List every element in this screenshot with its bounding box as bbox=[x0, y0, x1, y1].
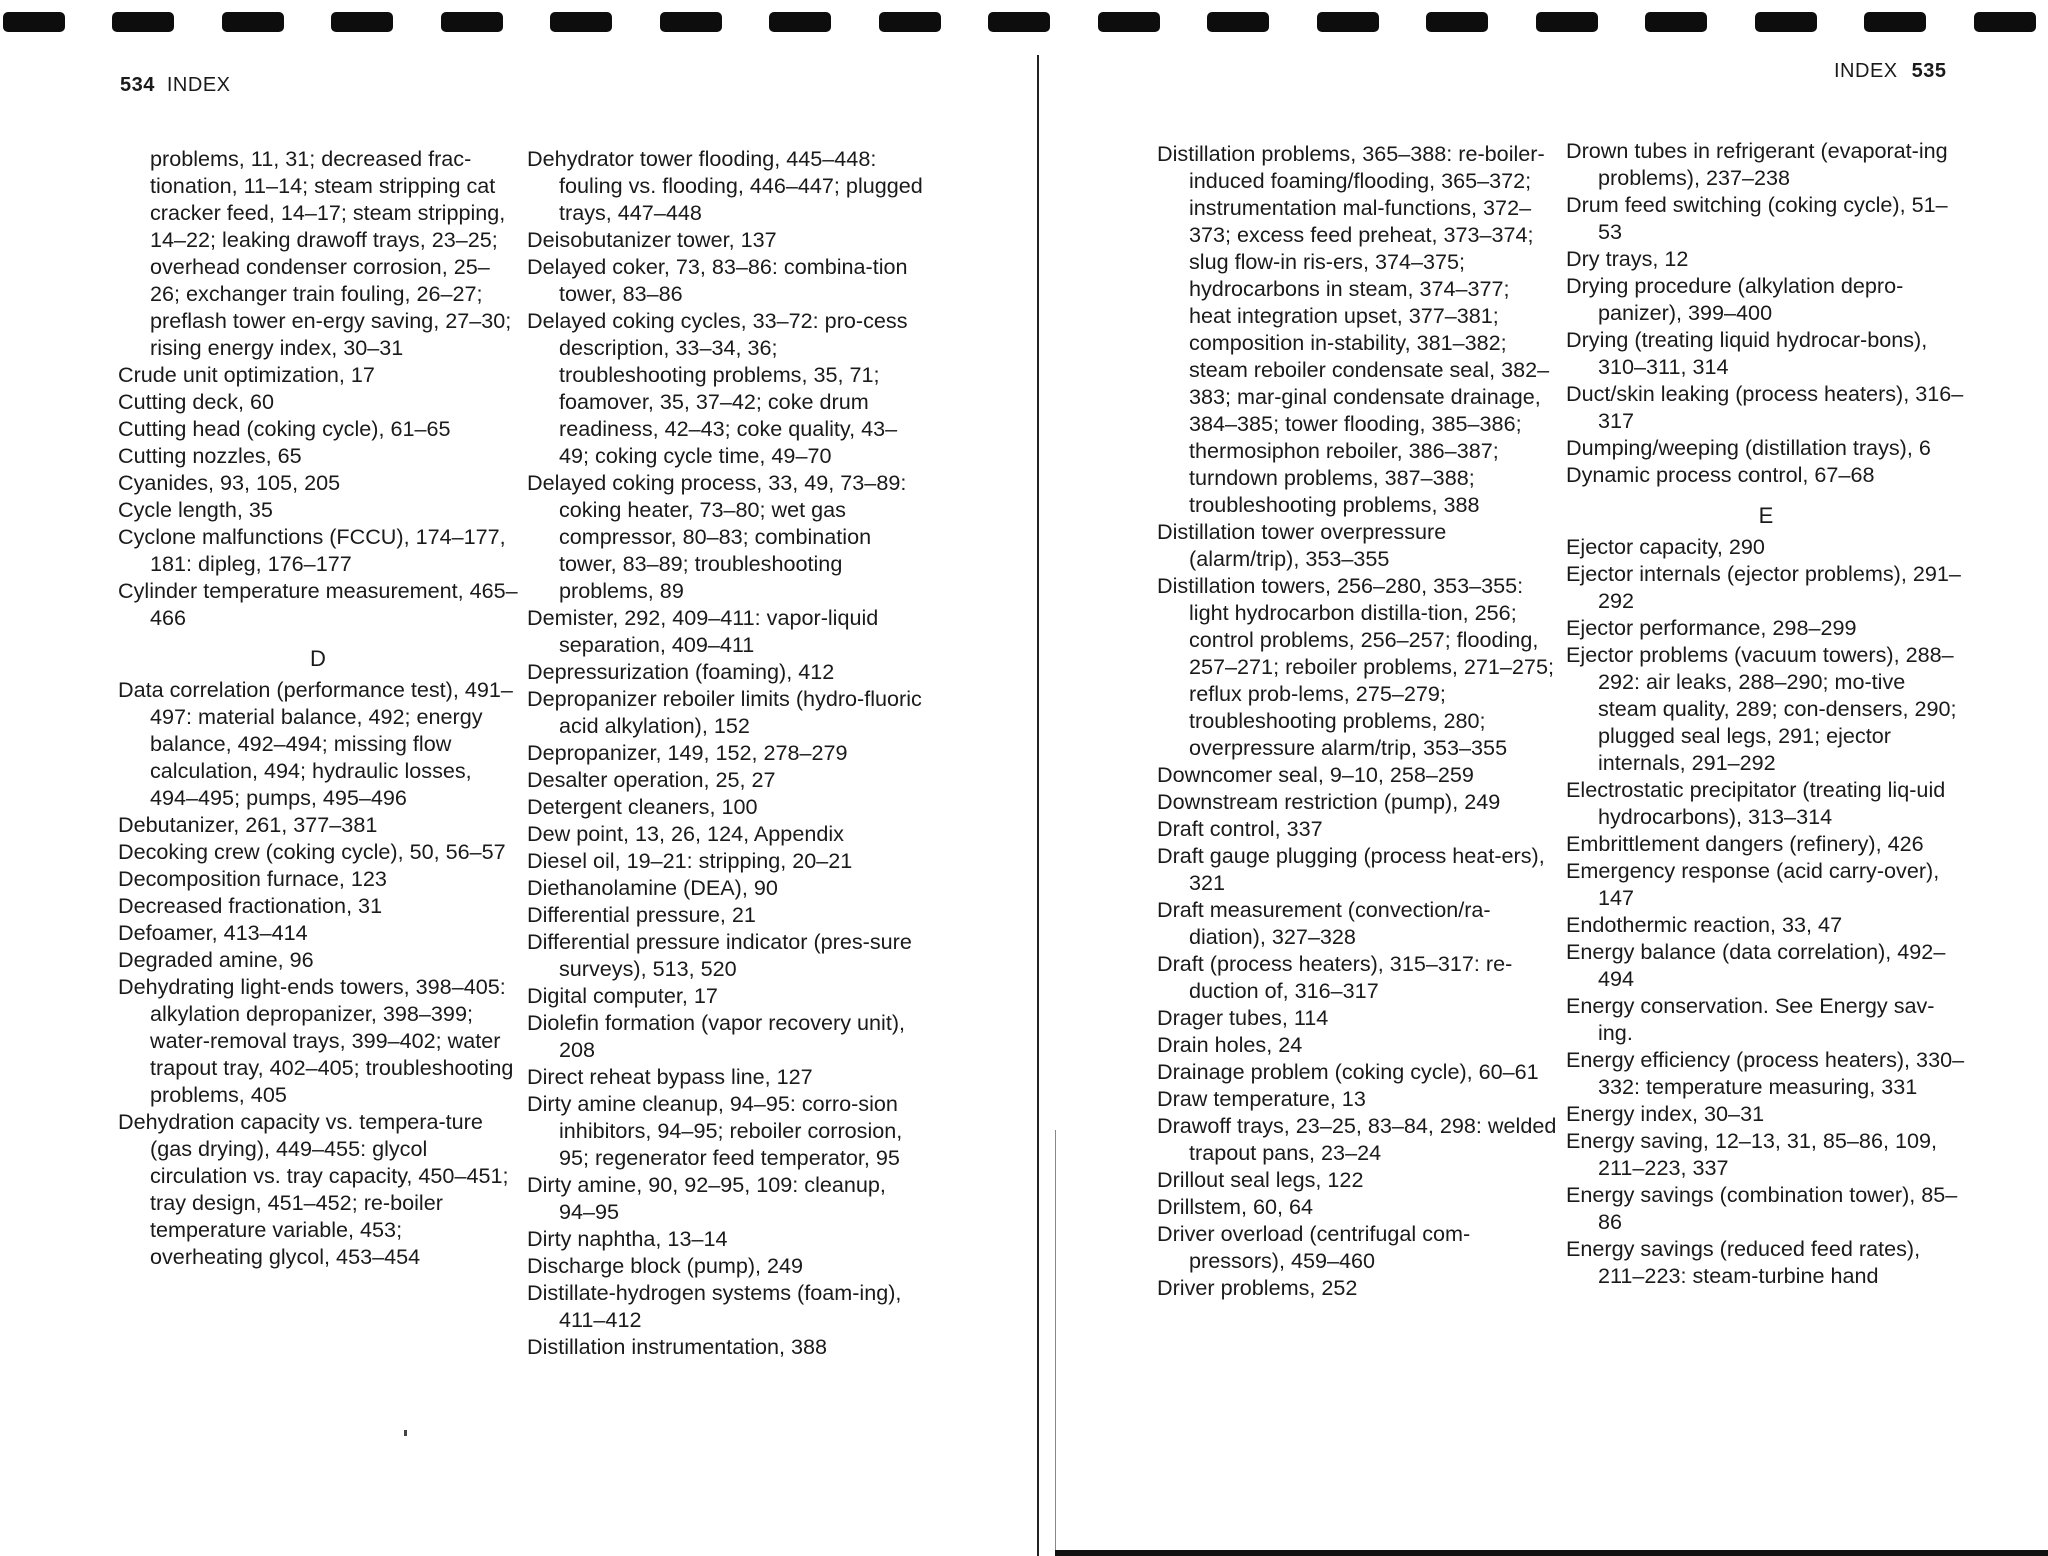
left-running-head: INDEX bbox=[166, 74, 231, 96]
index-entry: Decoking crew (coking cycle), 50, 56–57 bbox=[118, 839, 506, 864]
index-entry: Differential pressure indicator (pres-sure surveys), 513, 520 bbox=[527, 929, 912, 981]
index-entry: Duct/skin leaking (process heaters), 316–317 bbox=[1566, 381, 1964, 433]
index-entry: Desalter operation, 25, 27 bbox=[527, 767, 776, 792]
index-entry: Draft (process heaters), 315–317: re-duction of, 316–317 bbox=[1157, 951, 1513, 1003]
index-entry: Drillout seal legs, 122 bbox=[1157, 1167, 1364, 1192]
index-entry: Ejector performance, 298–299 bbox=[1566, 615, 1857, 640]
index-entry: Cycle length, 35 bbox=[118, 497, 273, 522]
index-entry: Cutting head (coking cycle), 61–65 bbox=[118, 416, 451, 441]
index-entry: Distillation problems, 365–388: re-boiler-induced foaming/flooding, 365–372; instrumentation mal-functions, 372–373; excess feed preheat, 373–374; slug flow-in ris-ers, 374–375; hydrocarbons in steam, 374–377; heat integration upset, 377–381; composition in-stability, 381–382; steam reboiler condensate seal, 382–383; mar-ginal condensate drainage, 384–385; tower flooding, 385–386; thermosiphon reboiler, 386–387; turndown problems, 387–388; troubleshooting problems, 388 bbox=[1157, 141, 1550, 517]
punch-hole bbox=[1317, 12, 1379, 32]
left-page-number: 534 bbox=[120, 74, 155, 96]
index-column-2 bbox=[527, 145, 927, 1360]
index-entry: Delayed coker, 73, 83–86: combina-tion tower, 83–86 bbox=[527, 254, 908, 306]
index-entry: Cyclone malfunctions (FCCU), 174–177, 181: dipleg, 176–177 bbox=[118, 524, 506, 576]
index-entry: Depressurization (foaming), 412 bbox=[527, 659, 835, 684]
index-entry: Energy savings (combination tower), 85–86 bbox=[1566, 1182, 1958, 1234]
index-entry: Draft measurement (convection/ra-diation), 327–328 bbox=[1157, 897, 1491, 949]
index-entry: Energy saving, 12–13, 31, 85–86, 109, 211–223, 337 bbox=[1566, 1128, 1937, 1180]
index-column-3 bbox=[1157, 140, 1557, 1301]
index-section-letter: E bbox=[1758, 503, 1774, 528]
punch-hole bbox=[550, 12, 612, 32]
index-entry: problems, 11, 31; decreased frac-tionation, 11–14; steam stripping cat cracker feed, 14–17; steam stripping, 14–22; leaking drawoff trays, 23–25; overhead condenser corrosion, 25–26; exchanger train fouling, 26–27; preflash tower en-ergy saving, 27–30; rising energy index, 30–31 bbox=[150, 146, 512, 360]
index-entry: Drum feed switching (coking cycle), 51–53 bbox=[1566, 192, 1948, 244]
punch-hole bbox=[879, 12, 941, 32]
index-entry: Digital computer, 17 bbox=[527, 983, 718, 1008]
index-entry: Energy index, 30–31 bbox=[1566, 1101, 1765, 1126]
index-entry: Distillation instrumentation, 388 bbox=[527, 1334, 828, 1359]
index-entry: Cutting deck, 60 bbox=[118, 389, 275, 414]
index-entry: Energy conservation. See Energy sav-ing. bbox=[1566, 993, 1935, 1045]
index-entry: Detergent cleaners, 100 bbox=[527, 794, 758, 819]
index-entry: Drying procedure (alkylation depro-panizer), 399–400 bbox=[1566, 273, 1904, 325]
index-entry: Deisobutanizer tower, 137 bbox=[527, 227, 777, 252]
index-entry: Degraded amine, 96 bbox=[118, 947, 314, 972]
index-entry: Drager tubes, 114 bbox=[1157, 1005, 1329, 1030]
binder-punch-strip bbox=[0, 0, 2048, 34]
index-entry: Defoamer, 413–414 bbox=[118, 920, 308, 945]
punch-hole bbox=[3, 12, 65, 32]
index-column-1 bbox=[118, 145, 518, 1270]
index-entry: Direct reheat bypass line, 127 bbox=[527, 1064, 813, 1089]
index-entry: Depropanizer reboiler limits (hydro-fluoric acid alkylation), 152 bbox=[527, 686, 922, 738]
index-entry: Ejector problems (vacuum towers), 288–292: air leaks, 288–290; mo-tive steam quality, 289; con-densers, 290; plugged seal legs, 291; ejector internals, 291–292 bbox=[1566, 642, 1957, 775]
index-entry: Driver problems, 252 bbox=[1157, 1275, 1358, 1300]
punch-hole bbox=[1864, 12, 1926, 32]
index-entry: Draft gauge plugging (process heat-ers), 321 bbox=[1157, 843, 1545, 895]
index-entry: Cylinder temperature measurement, 465–466 bbox=[118, 578, 518, 630]
index-entry: Delayed coking process, 33, 49, 73–89: coking heater, 73–80; wet gas compressor, 80–83; combination tower, 83–89; troubleshooting problems, 89 bbox=[527, 470, 907, 603]
punch-hole bbox=[1974, 12, 2036, 32]
punch-hole bbox=[222, 12, 284, 32]
punch-hole bbox=[1536, 12, 1598, 32]
index-entry: Distillation tower overpressure (alarm/trip), 353–355 bbox=[1157, 519, 1447, 571]
index-entry: Cutting nozzles, 65 bbox=[118, 443, 302, 468]
bottom-page-edge bbox=[1055, 1550, 2048, 1556]
index-entry: Embrittlement dangers (refinery), 426 bbox=[1566, 831, 1924, 856]
index-entry: Ejector capacity, 290 bbox=[1566, 534, 1765, 559]
left-page-header bbox=[120, 74, 231, 97]
punch-hole bbox=[1426, 12, 1488, 32]
right-page-header bbox=[1834, 60, 1947, 83]
index-entry: Dynamic process control, 67–68 bbox=[1566, 462, 1875, 487]
index-entry: Dirty amine, 90, 92–95, 109: cleanup, 94–95 bbox=[527, 1172, 886, 1224]
index-entry: Decomposition furnace, 123 bbox=[118, 866, 387, 891]
index-entry: Distillation towers, 256–280, 353–355: light hydrocarbon distilla-tion, 256; control problems, 256–257; flooding, 257–271; reboiler problems, 271–275; reflux prob-lems, 275–279; troubleshooting problems, 280; overpressure alarm/trip, 353–355 bbox=[1157, 573, 1554, 760]
index-entry: Dirty naphtha, 13–14 bbox=[527, 1226, 728, 1251]
index-entry: Drying (treating liquid hydrocar-bons), 310–311, 314 bbox=[1566, 327, 1928, 379]
index-entry: Draft control, 337 bbox=[1157, 816, 1323, 841]
index-entry: Energy efficiency (process heaters), 330–332: temperature measuring, 331 bbox=[1566, 1047, 1965, 1099]
punch-hole bbox=[112, 12, 174, 32]
index-column-4 bbox=[1566, 137, 1966, 1289]
punch-hole bbox=[769, 12, 831, 32]
index-entry: Dew point, 13, 26, 124, Appendix bbox=[527, 821, 844, 846]
punch-hole bbox=[988, 12, 1050, 32]
index-entry: Dehydrator tower flooding, 445–448: fouling vs. flooding, 446–447; plugged trays, 447–448 bbox=[527, 146, 923, 225]
index-entry: Ejector internals (ejector problems), 291–292 bbox=[1566, 561, 1961, 613]
index-entry: Draw temperature, 13 bbox=[1157, 1086, 1366, 1111]
index-entry: Emergency response (acid carry-over), 147 bbox=[1566, 858, 1940, 910]
punch-hole bbox=[1755, 12, 1817, 32]
index-entry: Dumping/weeping (distillation trays), 6 bbox=[1566, 435, 1931, 460]
right-running-head: INDEX bbox=[1834, 60, 1898, 82]
index-entry: Dirty amine cleanup, 94–95: corro-sion inhibitors, 94–95; reboiler corrosion, 95; regenerator feed temperator, 95 bbox=[527, 1091, 903, 1170]
index-entry: Depropanizer, 149, 152, 278–279 bbox=[527, 740, 848, 765]
index-entry: Diesel oil, 19–21: stripping, 20–21 bbox=[527, 848, 853, 873]
index-entry: Electrostatic precipitator (treating liq-uid hydrocarbons), 313–314 bbox=[1566, 777, 1946, 829]
index-entry: Downstream restriction (pump), 249 bbox=[1157, 789, 1501, 814]
punch-hole bbox=[331, 12, 393, 32]
punch-hole bbox=[1645, 12, 1707, 32]
page-edge-line bbox=[1055, 1130, 1056, 1556]
punch-hole bbox=[1098, 12, 1160, 32]
index-entry: Distillate-hydrogen systems (foam-ing), 411–412 bbox=[527, 1280, 902, 1332]
index-entry: Discharge block (pump), 249 bbox=[527, 1253, 804, 1278]
index-entry: Diethanolamine (DEA), 90 bbox=[527, 875, 778, 900]
index-entry: Demister, 292, 409–411: vapor-liquid separation, 409–411 bbox=[527, 605, 879, 657]
index-section-letter: D bbox=[310, 646, 326, 671]
index-entry: Dehydration capacity vs. tempera-ture (gas drying), 449–455: glycol circulation vs. tray capacity, 450–451; tray design, 451–452; re-boiler temperature variable, 453; overheating glycol, 453–454 bbox=[118, 1109, 509, 1269]
index-entry: Drainage problem (coking cycle), 60–61 bbox=[1157, 1059, 1539, 1084]
index-entry: Downcomer seal, 9–10, 258–259 bbox=[1157, 762, 1474, 787]
index-entry: Delayed coking cycles, 33–72: pro-cess description, 33–34, 36; troubleshooting problems, 35, 71; foamover, 35, 37–42; coke drum readiness, 42–43; coke quality, 43–49; coking cycle time, 49–70 bbox=[527, 308, 908, 468]
index-entry: Driver overload (centrifugal com-pressors), 459–460 bbox=[1157, 1221, 1471, 1273]
index-entry: Debutanizer, 261, 377–381 bbox=[118, 812, 378, 837]
index-entry: Drawoff trays, 23–25, 83–84, 298: welded trapout pans, 23–24 bbox=[1157, 1113, 1557, 1165]
scan-speck bbox=[404, 1430, 407, 1436]
index-entry: Decreased fractionation, 31 bbox=[118, 893, 383, 918]
right-page-number: 535 bbox=[1911, 60, 1947, 82]
index-entry: Drown tubes in refrigerant (evaporat-ing problems), 237–238 bbox=[1566, 138, 1948, 190]
index-entry: Drillstem, 60, 64 bbox=[1157, 1194, 1314, 1219]
punch-hole bbox=[1207, 12, 1269, 32]
index-entry: Differential pressure, 21 bbox=[527, 902, 756, 927]
index-entry: Data correlation (performance test), 491–497: material balance, 492; energy balance, 492–494; missing flow calculation, 494; hydraulic losses, 494–495; pumps, 495–496 bbox=[118, 677, 513, 810]
index-entry: Endothermic reaction, 33, 47 bbox=[1566, 912, 1843, 937]
punch-hole bbox=[441, 12, 503, 32]
punch-hole bbox=[660, 12, 722, 32]
index-entry: Cyanides, 93, 105, 205 bbox=[118, 470, 341, 495]
index-entry: Crude unit optimization, 17 bbox=[118, 362, 375, 387]
index-entry: Drain holes, 24 bbox=[1157, 1032, 1303, 1057]
index-entry: Diolefin formation (vapor recovery unit), 208 bbox=[527, 1010, 906, 1062]
index-entry: Energy savings (reduced feed rates), 211–223: steam-turbine hand bbox=[1566, 1236, 1921, 1288]
index-entry: Dehydrating light-ends towers, 398–405: alkylation depropanizer, 398–399; water-removal trays, 399–402; water trapout tray, 402–405; troubleshooting problems, 405 bbox=[118, 974, 514, 1107]
index-entry: Energy balance (data correlation), 492–494 bbox=[1566, 939, 1946, 991]
page-gutter-line bbox=[1037, 55, 1039, 1556]
index-entry: Dry trays, 12 bbox=[1566, 246, 1689, 271]
